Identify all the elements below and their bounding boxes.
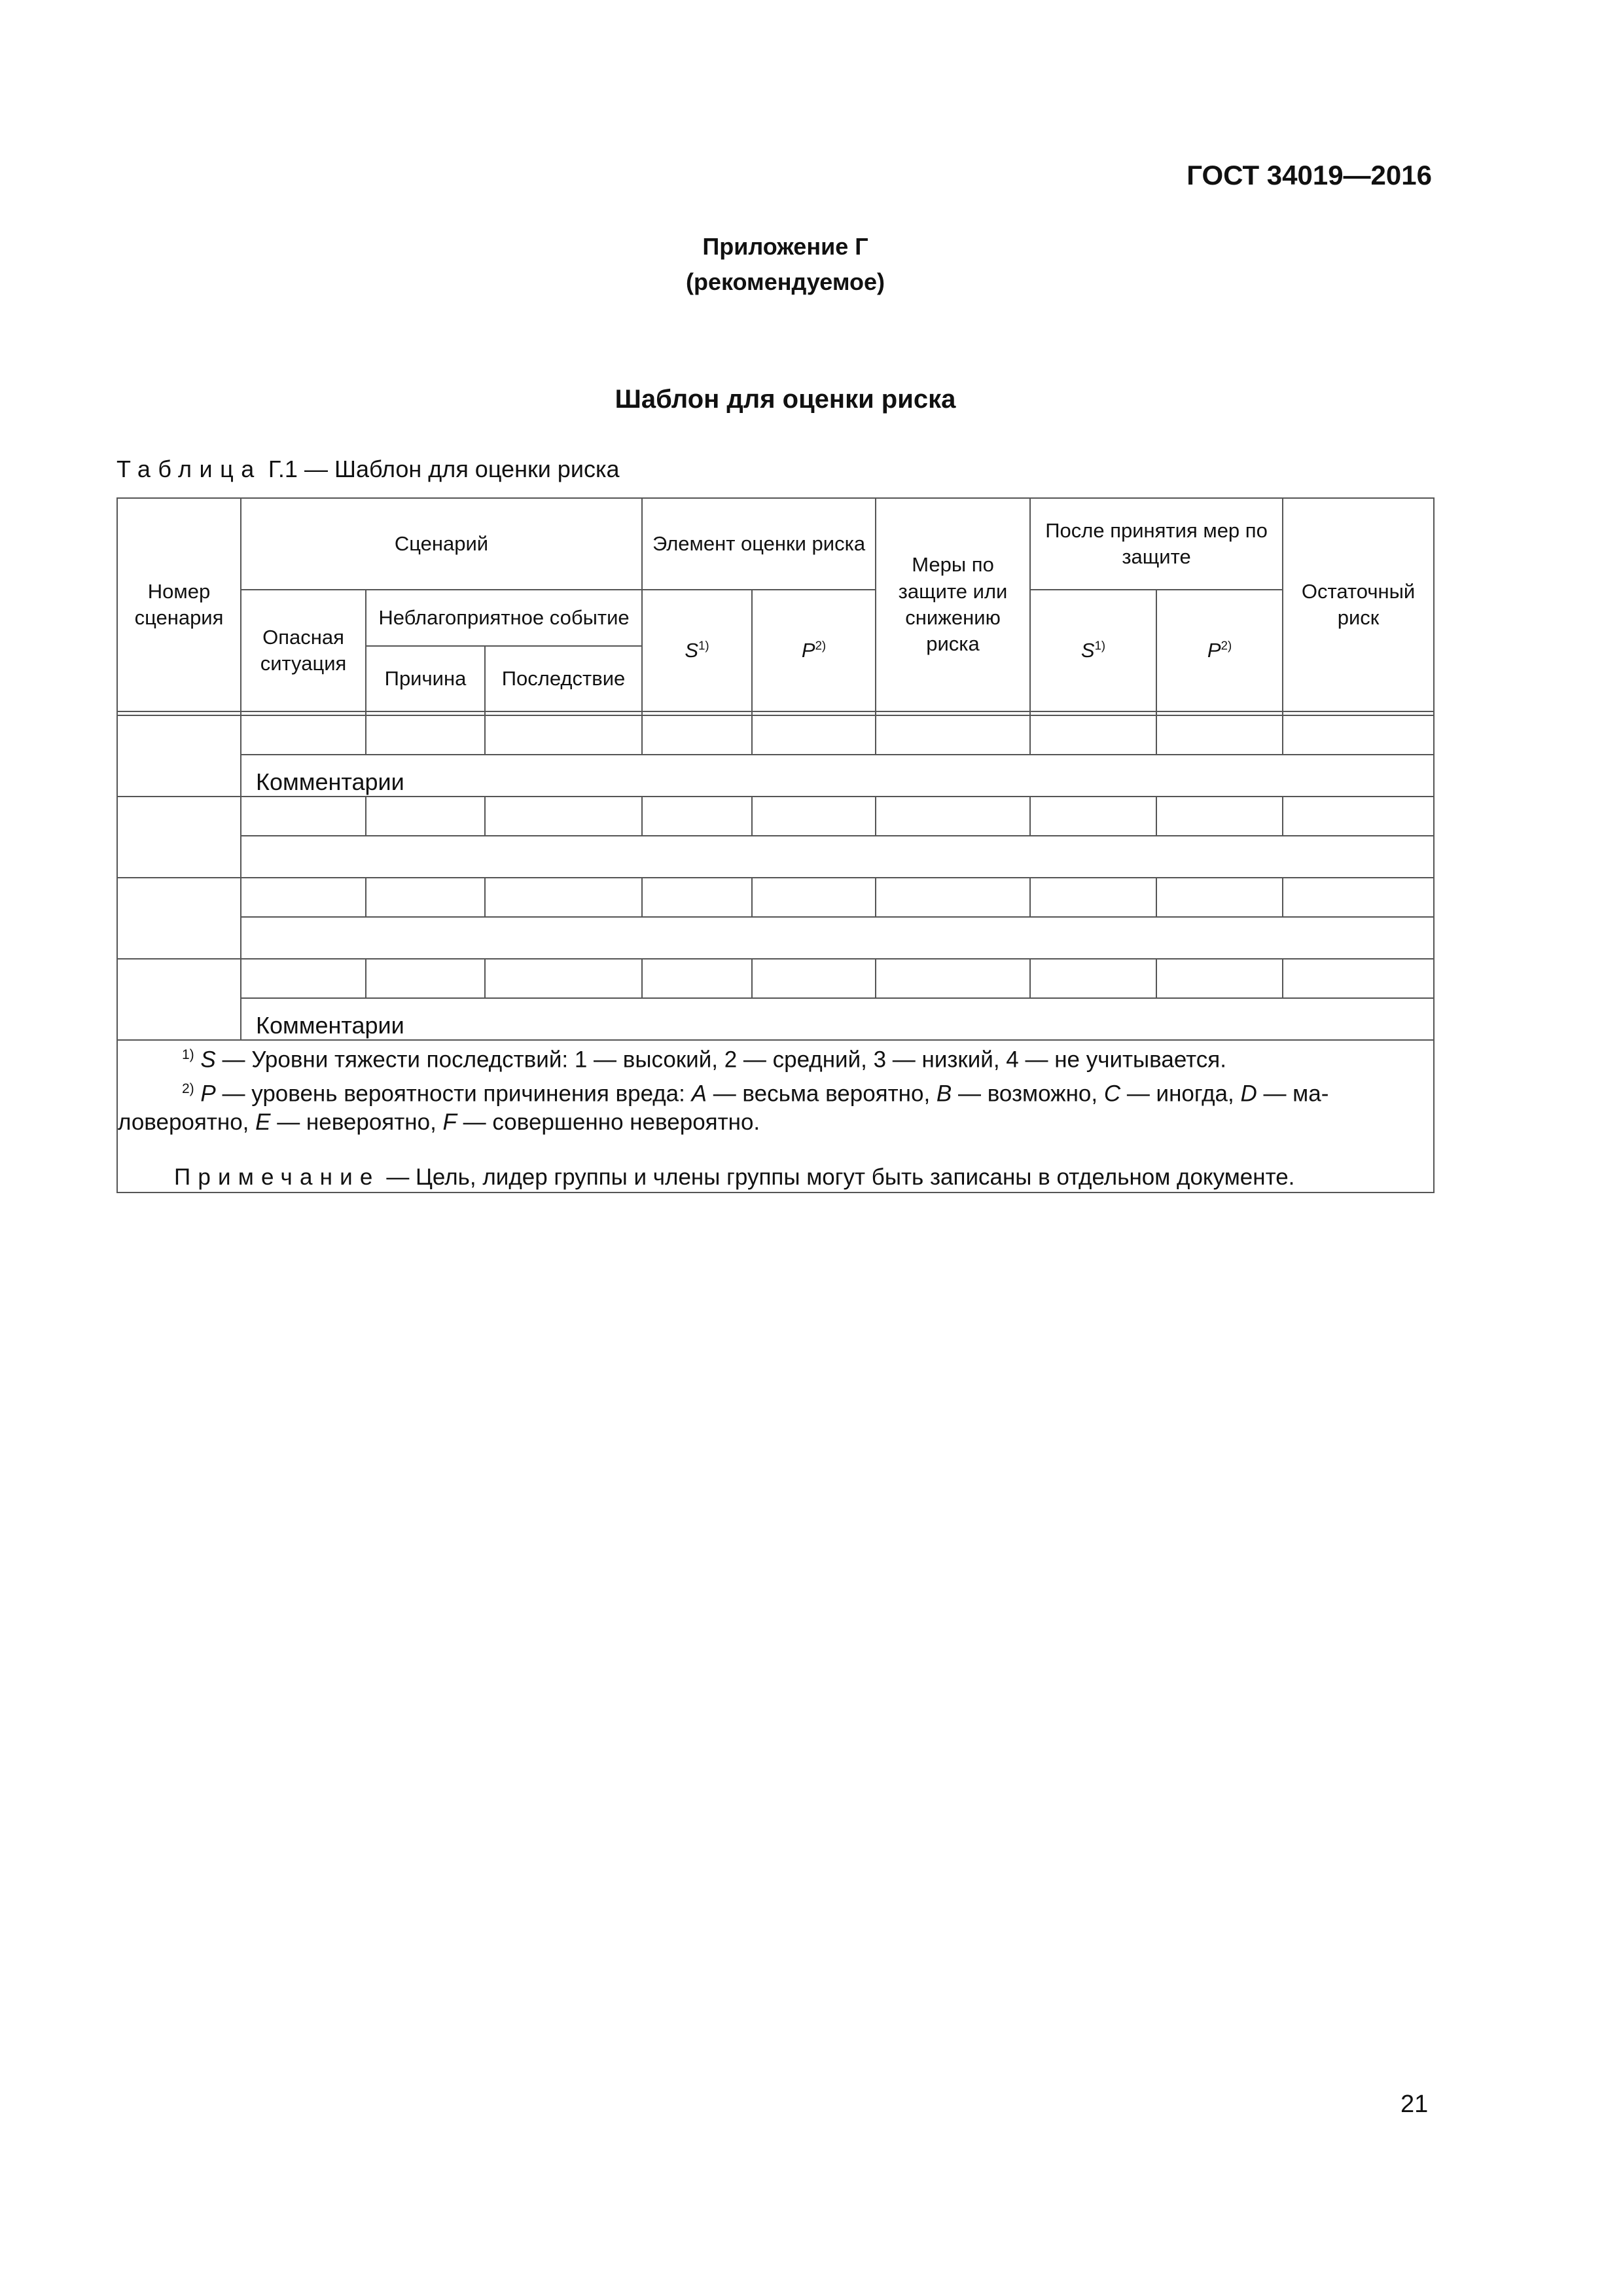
table-cell[interactable] [642, 878, 752, 917]
col-after-severity-s [1030, 590, 1156, 711]
footnote-1-text: — Уровни тяжести последствий: 1 — высокий, 2 — средний, 3 — низкий, 4 — не учитывается. [215, 1047, 1226, 1073]
note-label: Примечание [174, 1164, 380, 1191]
level-a: A [691, 1081, 707, 1107]
table-cell[interactable] [1030, 878, 1156, 917]
level-f: F [442, 1109, 457, 1136]
table-body [117, 711, 1434, 1193]
table-cell[interactable] [876, 959, 1030, 998]
table-cell[interactable] [241, 959, 366, 998]
table-note [118, 1163, 1433, 1192]
table-cell[interactable] [642, 715, 752, 755]
level-d: D [1240, 1081, 1257, 1107]
comment-row [117, 998, 1434, 1040]
col-after-measures: После принятия мер по защите [1030, 498, 1283, 590]
comment-cell[interactable]: Комментарии [241, 998, 1434, 1040]
table-cell[interactable] [1030, 715, 1156, 755]
table-caption [116, 456, 620, 483]
table-cell[interactable] [366, 878, 485, 917]
table-cell[interactable] [876, 878, 1030, 917]
note-text: — Цель, лидер группы и члены группы могут быть записаны в отдельном документе. [380, 1164, 1295, 1191]
footnote-2-text: — невероятно, [270, 1109, 443, 1136]
comment-cell[interactable] [241, 836, 1434, 878]
table-cell[interactable] [1283, 715, 1434, 755]
col-cause: Причина [366, 646, 485, 711]
document-title: Шаблон для оценки риска [615, 385, 956, 414]
footnote-1 [118, 1041, 1433, 1075]
footnote-2-text: — маловероятно, [118, 1081, 1329, 1136]
table-cell[interactable] [485, 878, 642, 917]
col-residual-risk: Остаточный риск [1283, 498, 1434, 711]
page-number: 21 [1400, 2090, 1429, 2118]
table-cell[interactable] [1030, 959, 1156, 998]
scenario-row [117, 878, 1434, 917]
scenario-row [117, 959, 1434, 998]
s-footnote-ref: 1) [1094, 638, 1106, 653]
col-scenario: Сценарий [241, 498, 642, 590]
table-caption-number: Г.1 [268, 456, 298, 482]
comment-row [117, 755, 1434, 797]
level-b: B [936, 1081, 952, 1107]
col-risk-element: Элемент оценки риска [642, 498, 876, 590]
s-footnote-ref: 1) [698, 638, 709, 653]
p-symbol: P [801, 638, 815, 662]
table-cell[interactable] [366, 715, 485, 755]
table-cell[interactable] [752, 878, 876, 917]
table-cell[interactable] [1283, 878, 1434, 917]
table-cell[interactable] [876, 797, 1030, 836]
comment-cell[interactable] [241, 917, 1434, 959]
table-caption-text: Шаблон для оценки риска [334, 456, 620, 482]
scenario-number-cell[interactable] [117, 797, 241, 878]
appendix-heading [0, 229, 1571, 300]
appendix-title: Приложение Г [702, 233, 868, 260]
table-cell[interactable] [1156, 878, 1283, 917]
scenario-number-cell[interactable] [117, 878, 241, 959]
table-cell[interactable] [485, 959, 642, 998]
footnotes-row [117, 1040, 1434, 1193]
footnote-2-text: — уровень вероятности причинения вреда: [215, 1081, 692, 1107]
table-cell[interactable] [642, 959, 752, 998]
p-footnote-ref: 2) [815, 638, 827, 653]
footnote-2-symbol: P [200, 1081, 216, 1107]
footnote-2 [118, 1075, 1433, 1138]
col-adverse-event: Неблагоприятное событие [366, 590, 642, 646]
document-code: ГОСТ 34019—2016 [1186, 160, 1432, 190]
comment-row [117, 836, 1434, 878]
level-e: E [255, 1109, 271, 1136]
scenario-row [117, 715, 1434, 755]
table-caption-dash: — [304, 456, 328, 482]
p-footnote-ref: 2) [1221, 638, 1232, 653]
s-symbol: S [685, 638, 699, 662]
table-cell[interactable] [241, 797, 366, 836]
table-cell[interactable] [752, 715, 876, 755]
comment-row [117, 917, 1434, 959]
col-severity-s [642, 590, 752, 711]
table-cell[interactable] [752, 959, 876, 998]
table-cell[interactable] [642, 797, 752, 836]
table-cell[interactable] [366, 959, 485, 998]
s-symbol: S [1080, 638, 1095, 662]
table-header [117, 498, 1434, 711]
footnotes-cell [117, 1040, 1434, 1193]
table-cell[interactable] [485, 715, 642, 755]
table-cell[interactable] [1156, 959, 1283, 998]
scenario-number-cell[interactable] [117, 715, 241, 797]
col-consequence: Последствие [485, 646, 642, 711]
scenario-number-cell[interactable] [117, 959, 241, 1040]
col-scenario-number: Номер сценария [117, 498, 241, 711]
col-protection-measures: Меры по защите или снижению риска [876, 498, 1030, 711]
appendix-status: (рекомендуемое) [686, 268, 885, 295]
footnote-2-text: — совершенно невероятно. [456, 1109, 760, 1136]
footnote-2-text: — возможно, [952, 1081, 1104, 1107]
table-cell[interactable] [876, 715, 1030, 755]
comment-cell[interactable]: Комментарии [241, 755, 1434, 797]
table-cell[interactable] [366, 797, 485, 836]
table-cell[interactable] [1156, 715, 1283, 755]
footnote-2-text: — весьма вероятно, [706, 1081, 936, 1107]
level-c: C [1103, 1081, 1121, 1107]
col-after-probability-p [1156, 590, 1283, 711]
footnote-2-text: — иногда, [1120, 1081, 1241, 1107]
scenario-row [117, 797, 1434, 836]
table-cell[interactable] [1156, 797, 1283, 836]
footnote-1-symbol: S [200, 1047, 216, 1073]
table-cell[interactable] [1283, 797, 1434, 836]
table-caption-label: Таблица [116, 456, 262, 482]
table-cell[interactable] [241, 715, 366, 755]
risk-assessment-table [116, 497, 1435, 1193]
p-symbol: P [1207, 638, 1221, 662]
table-cell[interactable] [485, 797, 642, 836]
col-hazard-situation: Опасная ситуация [241, 590, 366, 711]
footnote-1-mark: 1) [182, 1047, 194, 1062]
table-cell[interactable] [241, 878, 366, 917]
table-cell[interactable] [1030, 797, 1156, 836]
table-cell[interactable] [1283, 959, 1434, 998]
footnote-2-mark: 2) [182, 1081, 194, 1096]
col-probability-p [752, 590, 876, 711]
table-cell[interactable] [752, 797, 876, 836]
